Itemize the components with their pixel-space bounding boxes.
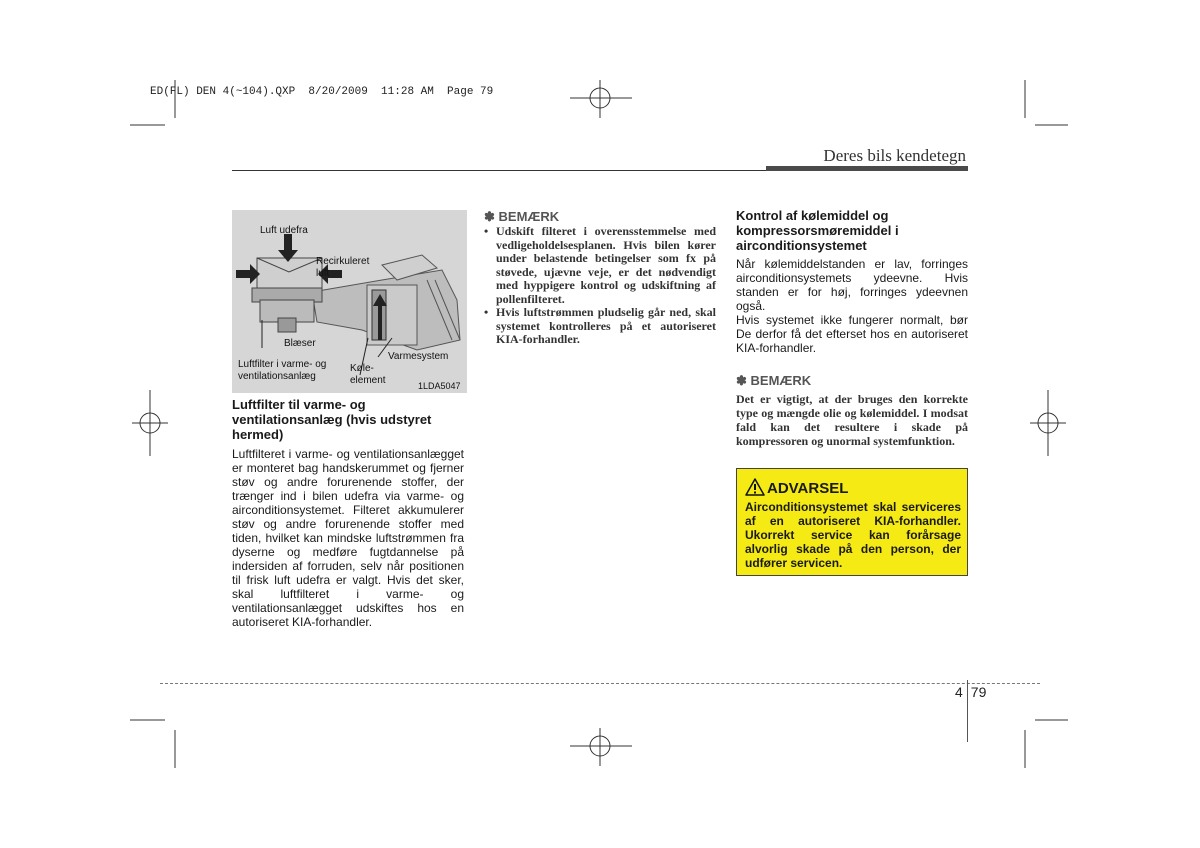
label-heater: Varmesystem [388, 351, 449, 362]
section-title: Deres bils kendetegn [823, 146, 966, 165]
note-list [484, 225, 716, 347]
warning-triangle-icon [745, 478, 765, 496]
label-outside-air: Luft udefra [260, 225, 308, 236]
air-filter-heading: Luftfilter til varme- og ventilationsanlæg (hvis udstyret hermed) [232, 397, 432, 442]
warning-text: Airconditionsystemet skal serviceres af en autoriseret KIA-forhandler. Ukorrekt service kan forårsage alvorlig skade på den person, der udfører servicen. [745, 500, 961, 570]
refrigerant-paragraph-2: Hvis systemet ikke fungerer normalt, bør De derfor få det efterset hos en autoriseret KIA-forhandler. [736, 313, 968, 355]
note-heading: ✽ BEMÆRK [736, 373, 812, 388]
note-block-refrigerant [736, 373, 968, 448]
hvac-illustration [232, 210, 467, 393]
air-filter-paragraph: Luftfilteret i varme- og ventilationsanlægget er monteret bag handskerummet og fjerner støv og andre forurenende stoffer, der trænger ind i bilen udefra via varme- og airconditionsystemet. Filteret akkumulerer støv og andre forurenende stoffer med tiden, hvilket kan mindske luftstrømmen fra dyserne og medføre fugtdannelse på indersiden af forruden, selv når positionen til frisk luft udefra er valgt. Hvis det sker, skal luftfilteret i varme- og ventilationsanlægget udskiftes hos en autoriseret KIA-forhandler. [232, 447, 464, 629]
warning-box [736, 468, 968, 576]
note-paragraph: Det er vigtigt, at der bruges den korrekte type og mængde olie og kølemiddel. I modsat fald kan det resultere i skade på kompressoren og unormal systemfunktion. [736, 392, 968, 448]
label-air-filter: Luftfilter i varme- og ventilationsanlæg [238, 359, 327, 382]
page-number [955, 684, 986, 700]
refrigerant-text [736, 257, 968, 355]
figure-code: 1LDA5047 [418, 381, 461, 391]
label-blower: Blæser [284, 338, 316, 349]
page-index: 79 [970, 684, 987, 700]
note-block-filter [484, 209, 716, 347]
footer-dashed-rule [160, 683, 1040, 684]
print-slug: ED(FL) DEN 4(~104).QXP 8/20/2009 11:28 AM Page 79 [150, 86, 494, 98]
note-heading: ✽ BEMÆRK [484, 209, 560, 224]
note-item: • Hvis luftstrømmen pludselig går ned, skal systemet kontrolleres på et autoriseret KIA-forhandler. [484, 306, 716, 347]
note-item: • Udskift filteret i overensstemmelse med vedligeholdelsesplanen. Hvis bilen kører under belastende betingelser som fx på støvede, ujævne veje, er det nødvendigt med hyppigere kontrol og udskiftning af pollenfilteret. [484, 225, 716, 306]
refrigerant-heading: Kontrol af kølemiddel og kompressorsmøremiddel i airconditionsystemet [736, 208, 899, 253]
page-section: 4 [955, 684, 963, 700]
label-recirculated-air: Recirkuleret luft [316, 256, 370, 279]
header-rule-accent [766, 166, 968, 171]
warning-title: ADVARSEL [767, 480, 849, 497]
refrigerant-paragraph-1: Når kølemiddelstanden er lav, forringes airconditionsystemets ydeevne. Hvis standen er for høj, forringes ydeevnen også. [736, 257, 968, 313]
label-cooling-element: Køle- element [350, 363, 386, 386]
